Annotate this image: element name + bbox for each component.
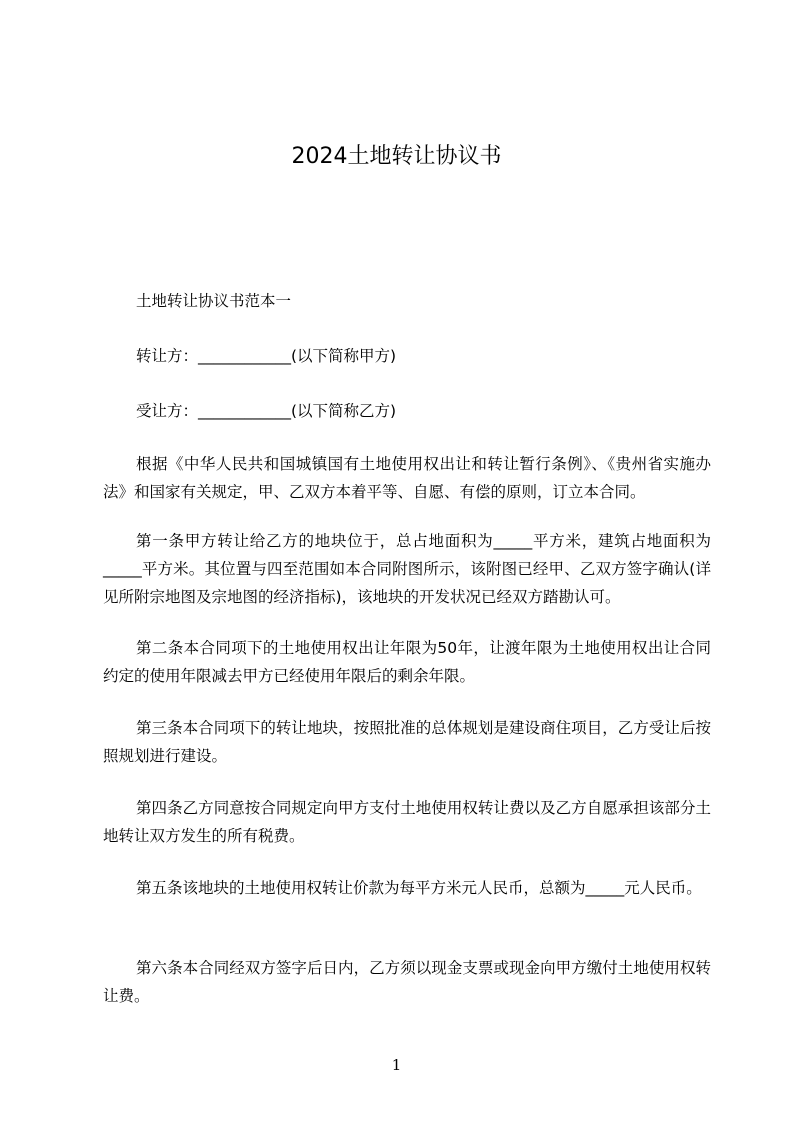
paragraph-transferee: 受让方：____________(以下简称乙方) xyxy=(136,402,397,420)
document-title: 2024土地转让协议书 xyxy=(291,144,502,169)
paragraph-article-4: 第四条乙方同意按合同规定向甲方支付土地使用权转让费以及乙方自愿承担该部分土地转让双方发生的所有税费。 xyxy=(103,799,711,845)
page-number: 1 xyxy=(391,1056,402,1074)
paragraph-article-2: 第二条本合同项下的土地使用权出让年限为50年，让渡年限为土地使用权出让合同约定的使用年限减去甲方已经使用年限后的剩余年限。 xyxy=(103,639,711,685)
paragraph-article-1: 第一条甲方转让给乙方的地块位于，总占地面积为_____平方米，建筑占地面积为_____平方米。其位置与四至范围如本合同附图所示，该附图已经甲、乙双方签字确认(详见所附宗地图及宗地图的经济指标)，该地块的开发状况已经双方踏勘认可。 xyxy=(103,532,711,606)
paragraph-transferor: 转让方：____________(以下简称甲方) xyxy=(136,347,397,365)
paragraph-preamble: 根据《中华人民共和国城镇国有土地使用权出让和转让暂行条例》、《贵州省实施办法》和国家有关规定，甲、乙双方本着平等、自愿、有偿的原则，订立本合同。 xyxy=(103,455,711,501)
paragraph-article-3: 第三条本合同项下的转让地块，按照批准的总体规划是建设商住项目，乙方受让后按照规划进行建设。 xyxy=(103,719,711,765)
paragraph-article-6: 第六条本合同经双方签字后日内，乙方须以现金支票或现金向甲方缴付土地使用权转让费。 xyxy=(103,959,711,1005)
paragraph-article-5: 第五条该地块的土地使用权转让价款为每平方米元人民币，总额为_____元人民币。 xyxy=(136,879,702,897)
paragraph-template-name: 土地转让协议书范本一 xyxy=(136,292,292,310)
